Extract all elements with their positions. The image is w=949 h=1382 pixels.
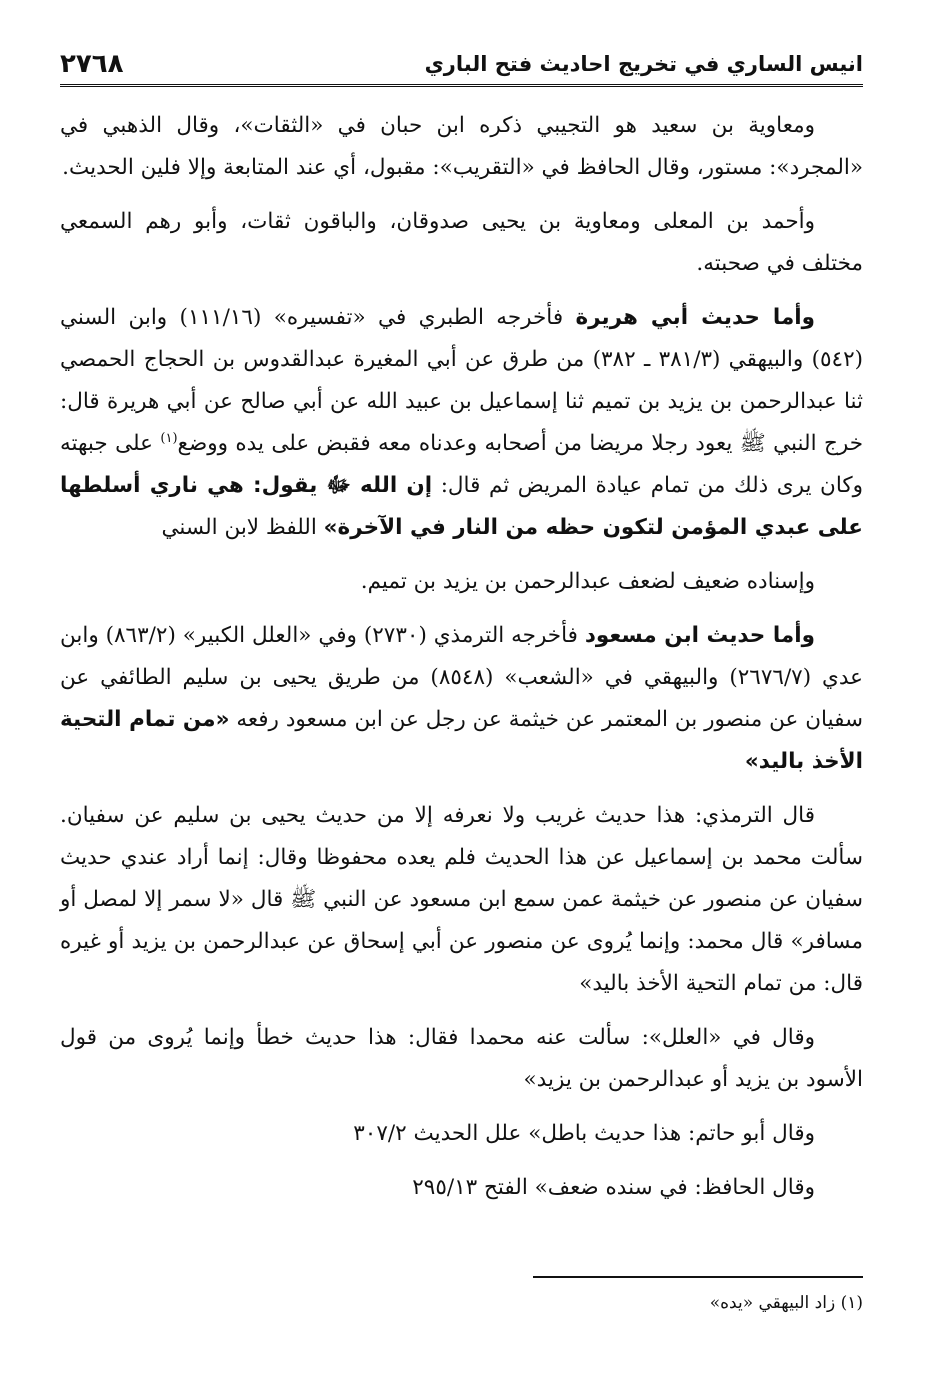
paragraph-5-heading: وأما حديث ابن مسعود (584, 623, 815, 648)
footnote-divider (533, 1276, 863, 1278)
paragraph-3-heading: وأما حديث أبي هريرة (575, 305, 816, 330)
paragraph-3-text-3: اللفظ لابن السني (161, 515, 324, 540)
paragraph-5-text-1: فأخرجه الترمذي (٢٧٣٠) وفي «العلل الكبير» (٨٦٣/٢) وابن عدي (٢٦٧٦/٧) والبيهقي في «الشعب» (٨٥٤٨) من طريق يحيى بن سليم الطائفي عن سفيان عن منصور بن المعتمر عن خيثمة عن رجل عن ابن مسعود رفعه (60, 623, 863, 732)
paragraph-5 (60, 615, 863, 783)
footnote: (١) زاد البيهقي «يده» (709, 1293, 863, 1313)
paragraph-1: ومعاوية بن سعيد هو التجيبي ذكره ابن حبان في «الثقات»، وقال الذهبي في «المجرد»: مستور، وقال الحافظ في «التقريب»: مقبول، أي عند المتابعة وإلا فلين الحديث. (60, 113, 863, 180)
hadith-quote-2: «من تمام التحية الأخذ باليد» (60, 707, 863, 774)
paragraph-4: وإسناده ضعيف لضعف عبدالرحمن بن يزيد بن تميم. (360, 569, 815, 594)
paragraph-9: وقال الحافظ: في سنده ضعف» الفتح ٢٩٥/١٣ (412, 1175, 815, 1200)
paragraph-2: وأحمد بن المعلى ومعاوية بن يحيى صدوقان، والباقون ثقات، وأبو رهم السمعي مختلف في صحبته. (60, 209, 863, 276)
footnote-reference: (١) (160, 430, 178, 446)
paragraph-3-text-2: على جبهته وكان يرى ذلك من تمام عيادة المريض ثم قال: (60, 431, 863, 498)
page-number: ٢٧٦٨ (60, 49, 124, 79)
paragraph-6: قال الترمذي: هذا حديث غريب ولا نعرفه إلا من حديث يحيى بن سليم عن سفيان. سألت محمد بن إسماعيل عن هذا الحديث فلم يعده محفوظا وقال: إنما أراد عندي حديث سفيان عن منصور عن خيثمة عمن سمع ابن مسعود عن النبي ﷺ قال «لا سمر إلا لمصل أو مسافر» قال محمد: وإنما يُروى عن منصور عن أبي إسحاق عن عبدالرحمن بن يزيد أو غيره قال: من تمام التحية الأخذ باليد» (60, 803, 863, 996)
hadith-quote: إن الله ﷻ يقول: هي ناري أسلطها على عبدي المؤمن لتكون حظه من النار في الآخرة» (60, 473, 863, 540)
page-header (60, 44, 863, 87)
paragraph-3 (60, 297, 863, 549)
paragraph-3-text-1: فأخرجه الطبري في «تفسيره» (١١١/١٦) وابن السني (٥٤٢) والبيهقي (٣٨١/٣ ـ ٣٨٢) من طرق عن أبي المغيرة عبدالقدوس بن الحجاج الحمصي ثنا عبدالرحمن بن يزيد بن تميم ثنا إسماعيل بن عبيد الله عن أبي صالح عن أبي هريرة قال: خرج النبي ﷺ يعود رجلا مريضا من أصحابه وعدناه معه فقبض على يده ووضع (60, 305, 864, 456)
paragraph-7: وقال في «العلل»: سألت عنه محمدا فقال: هذا حديث خطأ وإنما يُروى من قول الأسود بن يزيد أو عبدالرحمن بن يزيد» (60, 1025, 863, 1092)
paragraph-8: وقال أبو حاتم: هذا حديث باطل» علل الحديث ٣٠٧/٢ (353, 1121, 815, 1146)
running-title: انيس الساري في تخريج احاديث فتح الباري (424, 52, 863, 76)
page-body (60, 105, 863, 1221)
